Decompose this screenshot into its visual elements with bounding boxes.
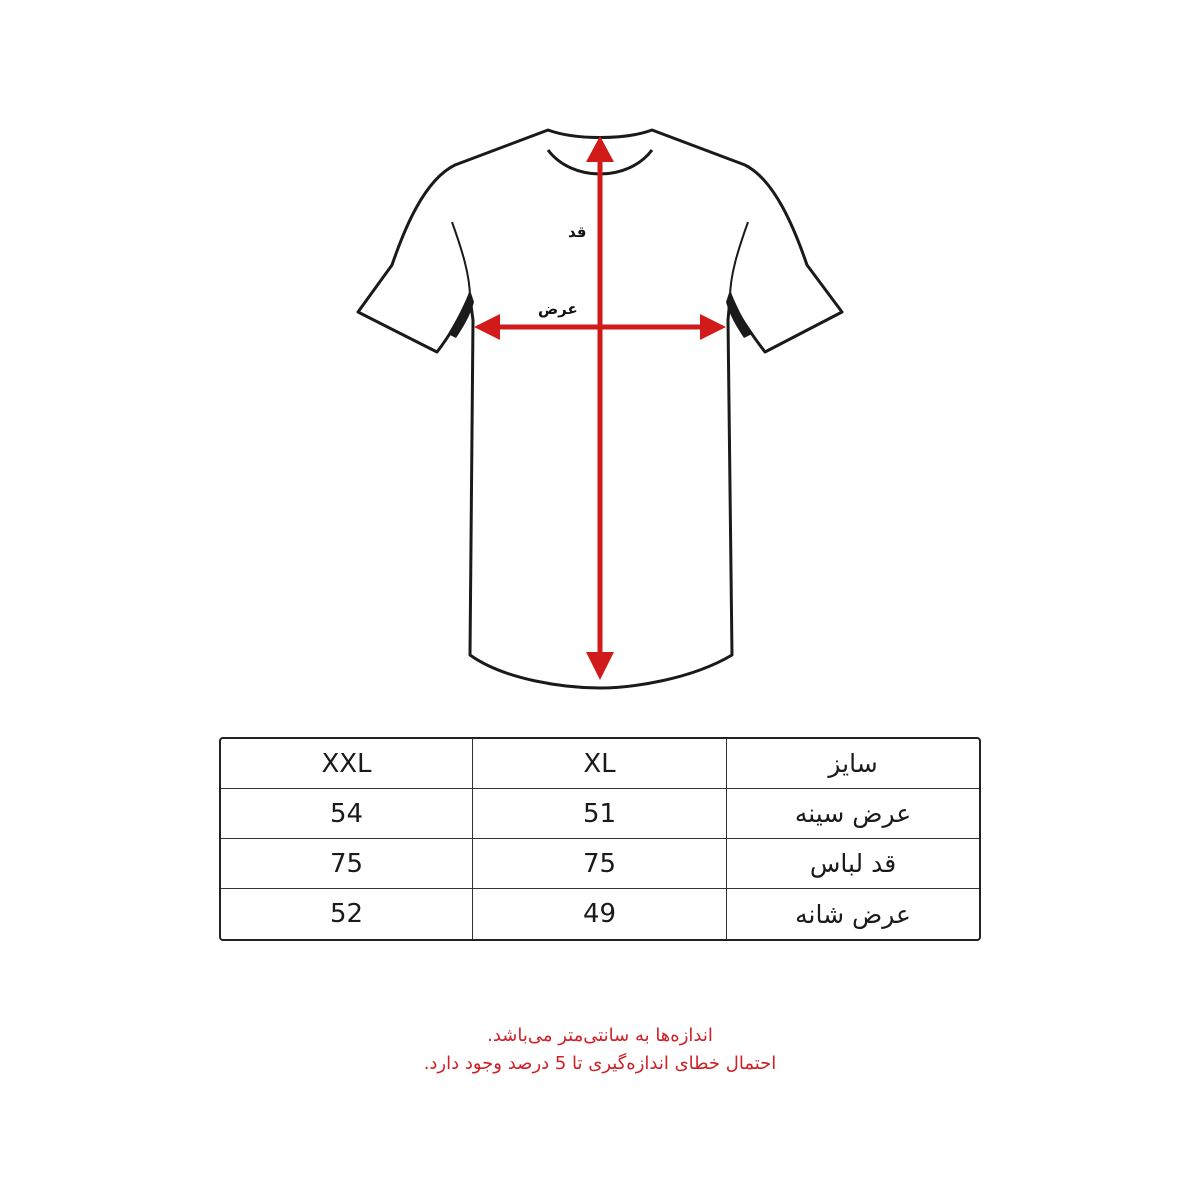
length-xxl-value: 75 — [221, 839, 473, 889]
length-label: قد — [568, 223, 587, 241]
chest-width-label: عرض سینه — [727, 789, 979, 839]
size-table — [219, 737, 981, 941]
width-label: عرض — [538, 300, 578, 318]
header-xxl: XXL — [221, 739, 473, 789]
length-xl-value: 75 — [473, 839, 727, 889]
header-size-label: سایز — [727, 739, 979, 789]
shoulder-xxl-value: 52 — [221, 889, 473, 939]
chest-xxl-value: 54 — [221, 789, 473, 839]
shoulder-width-label: عرض شانه — [795, 899, 911, 929]
note-line-tolerance: احتمال خطای اندازه‌گیری تا 5 درصد وجود دارد. — [423, 1053, 777, 1074]
measurement-note — [300, 1022, 900, 1078]
shoulder-xl-value: 49 — [473, 889, 727, 939]
note-line-units: اندازه‌ها به سانتی‌متر می‌باشد. — [487, 1025, 713, 1046]
chest-xl-value: 51 — [473, 789, 727, 839]
header-xl: XL — [473, 739, 727, 789]
garment-length-label: قد لباس — [727, 839, 979, 889]
